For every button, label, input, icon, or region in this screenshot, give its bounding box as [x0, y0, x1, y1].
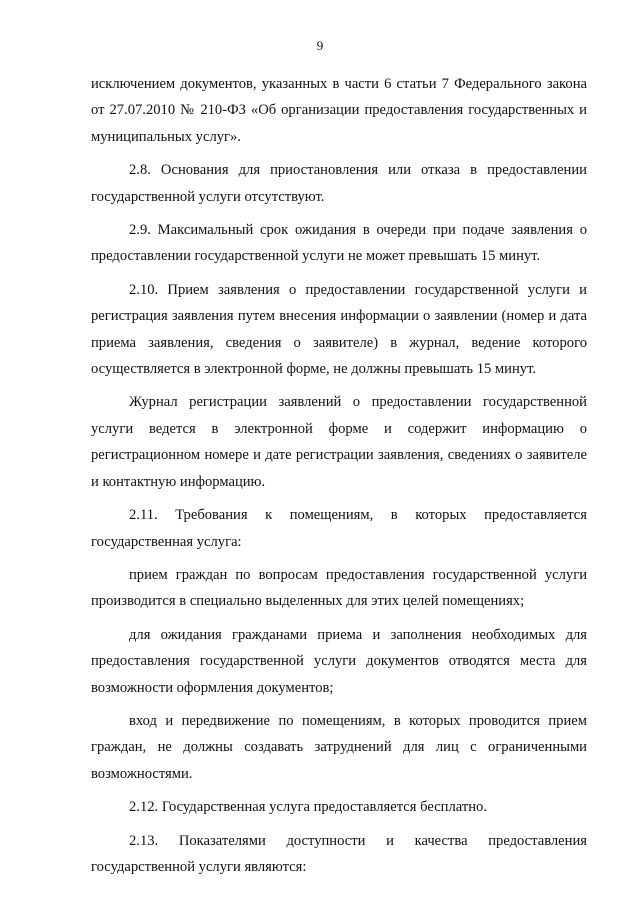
paragraph-waiting: для ожидания гражданами приема и заполнения необходимых для предоставления государственной услуги документов отводятся места для возможности оформления документов;: [91, 626, 587, 696]
paragraph-access: вход и передвижение по помещениям, в которых проводится прием граждан, не должны создавать затруднений для лиц с ограниченными возможностями.: [91, 712, 587, 782]
paragraph-2-13: 2.13. Показателями доступности и качества предоставления государственной услуги являются:: [91, 832, 587, 875]
document-body: [91, 71, 587, 887]
paragraph-2-9: 2.9. Максимальный срок ожидания в очереди при подаче заявления о предоставлении государственной услуги не может превышать 15 минут.: [91, 222, 587, 265]
page-number: 9: [316, 38, 324, 53]
paragraph-reception: прием граждан по вопросам предоставления государственной услуги производится в специально выделенных для этих целей помещениях;: [91, 566, 587, 610]
paragraph-2-8: 2.8. Основания для приостановления или отказа в предоставлении государственной услуги отсутствуют.: [91, 162, 587, 205]
paragraph-continuation: исключением документов, указанных в части 6 статьи 7 Федерального закона от 27.07.2010 № 210-ФЗ «Об организации предоставления государственных и муниципальных услуг».: [91, 76, 587, 145]
paragraph-2-11: 2.11. Требования к помещениям, в которых предоставляется государственная услуга:: [91, 507, 587, 550]
paragraph-journal: Журнал регистрации заявлений о предоставлении государственной услуги ведется в электронной форме и содержит информацию о регистрационном номере и дате регистрации заявления, сведениях о заявителе и контактную информацию.: [91, 394, 587, 490]
paragraph-2-12: 2.12. Государственная услуга предоставляется бесплатно.: [129, 799, 488, 816]
paragraph-2-10: 2.10. Прием заявления о предоставлении государственной услуги и регистрация заявления путем внесения информации о заявлении (номер и дата приема заявления, сведения о заявителе) в журнал, ведение которого осуществляется в электронной форме, не должны превышать 15 минут.: [91, 281, 587, 378]
